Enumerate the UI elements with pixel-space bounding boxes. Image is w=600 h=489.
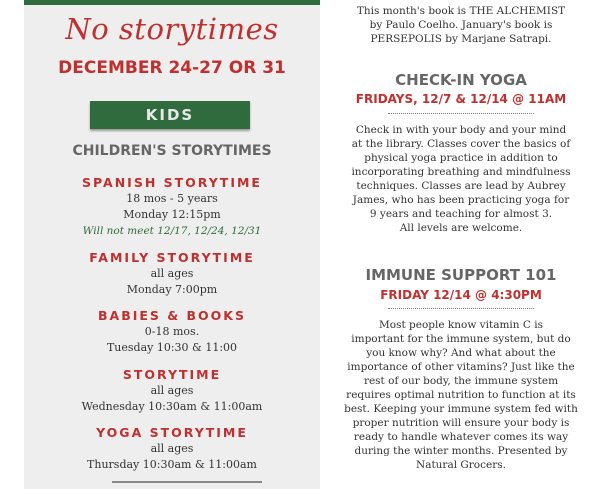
storytime-yoga — [24, 425, 320, 473]
storytime-title: SPANISH STORYTIME — [82, 175, 262, 190]
text-line: you know why? And what about the — [366, 347, 556, 359]
text-line: during the winter months. Presented by — [354, 445, 568, 457]
text-line: best. Keeping your immune system fed with — [344, 403, 578, 415]
text-line: proper nutrition will ensure your body is — [352, 417, 570, 429]
text-line: physical yoga practice in addition to — [364, 152, 558, 164]
immune-title: IMMUNE SUPPORT 101 — [365, 266, 557, 284]
adult-events-column — [322, 0, 600, 489]
text-line: by Paulo Coelho. January's book is — [369, 19, 553, 31]
text-line: All levels are welcome. — [399, 222, 523, 234]
text-line: James, who has been practicing yoga for — [352, 194, 570, 206]
storytime-ages: 18 mos - 5 years — [126, 192, 218, 205]
storytime-title: BABIES & BOOKS — [98, 308, 246, 323]
text-line: Natural Grocers. — [416, 459, 506, 471]
storytime-title: STORYTIME — [122, 367, 222, 382]
no-storytimes-heading: No storytimes — [65, 12, 279, 46]
closure-dates: DECEMBER 24-27 OR 31 — [58, 58, 286, 78]
text-line: incorporating breathing and mindfulness — [351, 166, 571, 178]
immune-date: FRIDAY 12/14 @ 4:30PM — [380, 288, 542, 302]
storytime-schedule: Monday 7:00pm — [126, 283, 218, 296]
dotted-divider — [388, 308, 534, 309]
text-line: 9 years and teaching for almost 3. — [369, 208, 553, 220]
bottom-divider — [112, 481, 262, 483]
storytime-ages: all ages — [150, 267, 194, 280]
text-line: Check in with your body and your mind — [355, 124, 567, 136]
text-line: requires optimal nutrition to function at its — [346, 389, 576, 401]
text-line: at the library. Classes cover the basics of — [351, 138, 571, 150]
text-line: important for the immune system, but do — [351, 333, 571, 345]
text-line: techniques. Classes are lead by Aubrey — [356, 180, 566, 192]
yoga-title: CHECK-IN YOGA — [395, 71, 527, 89]
dotted-divider — [388, 113, 534, 114]
text-line: PERSEPOLIS by Marjane Satrapi. — [370, 33, 552, 45]
storytime-babies-books — [24, 308, 320, 356]
storytime-schedule: Monday 12:15pm — [123, 208, 221, 221]
storytime-spanish — [24, 175, 320, 239]
yoga-date: FRIDAYS, 12/7 & 12/14 @ 11AM — [355, 92, 567, 106]
top-accent-bar — [24, 0, 320, 5]
storytime-title: FAMILY STORYTIME — [89, 250, 255, 265]
storytime-ages: all ages — [150, 442, 194, 455]
storytime-schedule: Wednesday 10:30am & 11:00am — [81, 400, 263, 413]
book-club-description — [322, 4, 600, 46]
text-line: rest of our body, the immune system — [363, 375, 559, 387]
storytime-ages: 0-18 mos. — [144, 325, 200, 338]
storytime-note: Will not meet 12/17, 12/24, 12/31 — [82, 225, 262, 237]
text-line: ready to handle whatever comes its way — [353, 431, 569, 443]
storytime-schedule: Tuesday 10:30 & 11:00 — [106, 341, 238, 354]
storytime-schedule: Thursday 10:30am & 11:00am — [87, 458, 257, 471]
storytime-ages: all ages — [150, 384, 194, 397]
storytime-family — [24, 250, 320, 298]
immune-description — [322, 318, 600, 472]
text-line: Most people know vitamin C is — [379, 319, 543, 331]
storytime-title: YOGA STORYTIME — [96, 425, 248, 440]
yoga-description — [322, 123, 600, 235]
kids-panel — [24, 0, 320, 489]
text-line: This month's book is THE ALCHEMIST — [356, 5, 566, 17]
text-line: importance of other vitamins? Just like the — [347, 361, 575, 373]
childrens-storytimes-title: CHILDREN'S STORYTIMES — [72, 143, 272, 159]
storytime-general — [24, 367, 320, 415]
kids-banner: KIDS — [90, 101, 250, 129]
